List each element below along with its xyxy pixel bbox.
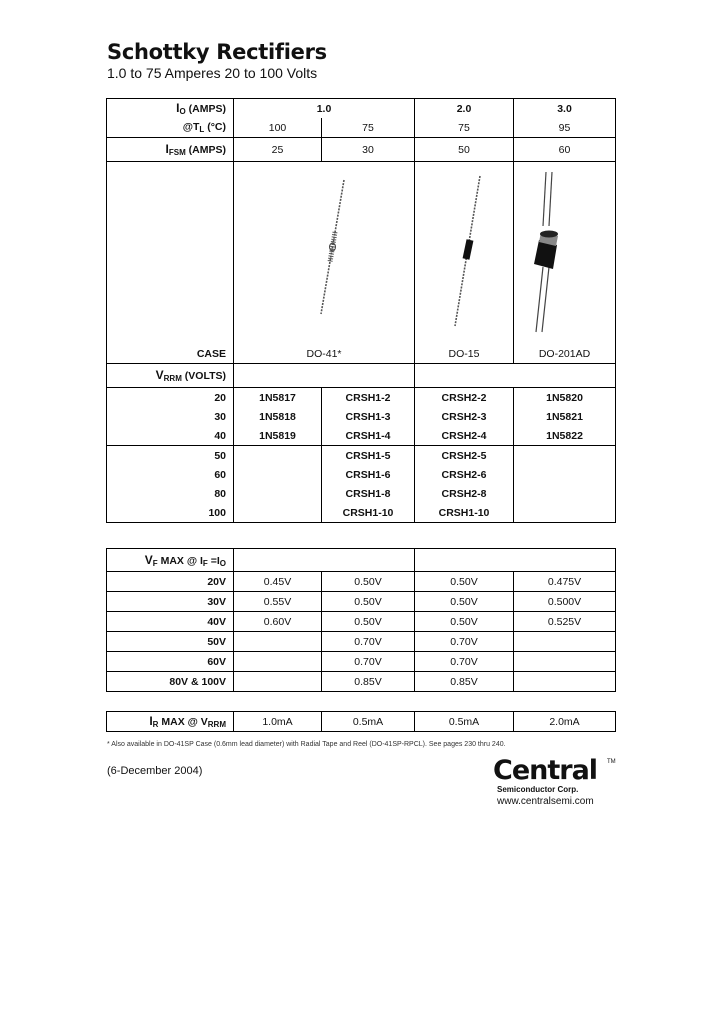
tl-value: 95 — [514, 118, 616, 138]
vf-row: 30V 0.55V 0.50V 0.50V 0.500V — [107, 592, 616, 612]
tl-value: 100 — [234, 118, 322, 138]
case-do201ad-label: DO-201AD — [538, 348, 591, 360]
case-do15-cell — [415, 162, 514, 364]
part-row: 60 CRSH1-6 CRSH2-6 — [107, 465, 616, 484]
footnote: * Also available in DO-41SP Case (0.6mm lead diameter) with Radial Tape and Reel (DO-41SP-RPCL). See pages 230 thru 240. — [107, 741, 506, 748]
publication-date: (6-December 2004) — [107, 765, 203, 777]
ifsm-row — [107, 138, 616, 162]
vrrm-label: $V_{RRM}$ (VOLTS) — [107, 364, 234, 388]
vf-header-row — [107, 549, 616, 572]
part-row: 30 1N5818 CRSH1-3 CRSH2-3 1N5821 — [107, 407, 616, 426]
ifsm-value: 25 — [234, 138, 322, 162]
case-row — [107, 162, 616, 364]
vf-row: 50V 0.70V 0.70V — [107, 632, 616, 652]
page-title: Schottky Rectifiers — [107, 40, 327, 64]
case-do41-label: DO-41* — [306, 348, 342, 360]
ir-row: $I_R$ MAX @ $V_{RRM}$ 1.0mA 0.5mA 0.5mA 2.0mA — [107, 712, 616, 732]
page-subtitle: 1.0 to 75 Amperes 20 to 100 Volts — [107, 65, 318, 81]
io-row — [107, 99, 616, 119]
company-name: Semiconductor Corp. — [497, 785, 579, 794]
tl-row — [107, 118, 616, 138]
ifsm-value: 60 — [514, 138, 616, 162]
ir-label: $I_R$ MAX @ $V_{RRM}$ — [107, 712, 234, 732]
case-label: CASE — [107, 162, 234, 364]
case-do201ad-cell — [514, 162, 616, 364]
do15-diode-image — [415, 162, 514, 360]
vf-label: $V_F$ MAX @ $I_F =I_O$ — [107, 549, 234, 572]
part-row: 20 1N5817 CRSH1-2 CRSH2-2 1N5820 — [107, 388, 616, 408]
vf-row: 80V & 100V 0.85V 0.85V — [107, 672, 616, 692]
ifsm-value: 50 — [415, 138, 514, 162]
part-row: 40 1N5819 CRSH1-4 CRSH2-4 1N5822 — [107, 426, 616, 446]
io-label: $I_O$ (AMPS) — [107, 99, 234, 119]
vf-row: 40V 0.60V 0.50V 0.50V 0.525V — [107, 612, 616, 632]
io-value-2a: 2.0 — [415, 99, 514, 119]
vf-row: 20V 0.45V 0.50V 0.50V 0.475V — [107, 572, 616, 592]
forward-voltage-table — [106, 548, 616, 692]
part-row: 50 CRSH1-5 CRSH2-5 — [107, 446, 616, 466]
vrrm-header-row — [107, 364, 616, 388]
tl-value: 75 — [322, 118, 415, 138]
ifsm-value: 30 — [322, 138, 415, 162]
ifsm-label: $I_{FSM}$ (AMPS) — [107, 138, 234, 162]
case-do41-cell — [234, 162, 415, 364]
do41-diode-image — [234, 162, 415, 360]
tl-value: 75 — [415, 118, 514, 138]
trademark-mark: TM — [607, 759, 616, 765]
part-row: 100 CRSH1-10 CRSH1-10 — [107, 503, 616, 523]
central-logo: Central — [493, 755, 598, 786]
vf-row: 60V 0.70V 0.70V — [107, 652, 616, 672]
do201ad-diode-image — [514, 162, 616, 360]
tl-label: $@T_L$ (°C) — [107, 118, 234, 138]
reverse-current-table — [106, 711, 616, 732]
rectifier-spec-table — [106, 98, 616, 523]
part-row: 80 CRSH1-8 CRSH2-8 — [107, 484, 616, 503]
website-link[interactable]: www.centralsemi.com — [497, 796, 594, 807]
case-do15-label: DO-15 — [448, 348, 480, 360]
io-value-1a: 1.0 — [234, 99, 415, 119]
io-value-3a: 3.0 — [514, 99, 616, 119]
